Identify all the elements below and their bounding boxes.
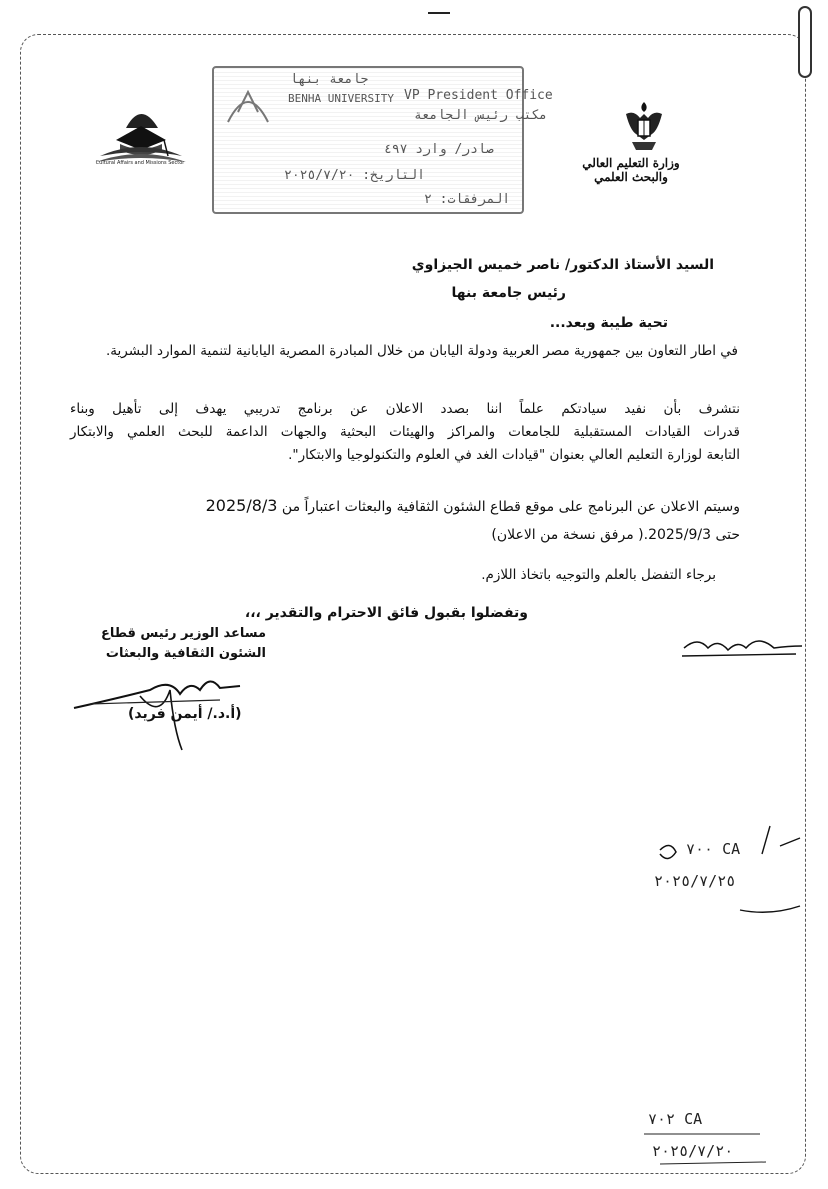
annotation-date-1: ٢٠٢٥/٧/٢٥ — [654, 872, 736, 890]
annotation-date-2: ٢٠٢٥/٧/٢٠ — [652, 1142, 734, 1160]
paragraph-2-line-1: نتشرف بأن نفيد سيادتكم علماً اننا بصدد الاعلان عن برنامج تدريبي يهدف إلى تأهيل وبناء — [70, 401, 740, 417]
date-from: 2025/8/3 — [205, 496, 278, 515]
stamp-number: صادر/ وارد ٤٩٧ — [384, 142, 494, 157]
stamp-university-ar: جامعة بنها — [290, 72, 369, 87]
cultural-affairs-logo — [86, 98, 196, 178]
p3-text: وسيتم الاعلان عن البرنامج على موقع قطاع الشئون الثقافية والبعثات اعتباراً من — [281, 499, 740, 515]
eagle-emblem-icon — [622, 100, 666, 158]
request-line: برجاء التفضل بالعلم والتوجيه باتخاذ اللازم. — [481, 567, 716, 583]
p3-until: حتى — [715, 527, 740, 543]
paragraph-1: في اطار التعاون بين جمهورية مصر العربية ودولة اليابان من خلال المبادرة المصرية اليابانية لتنمية الموارد البشرية. — [106, 343, 738, 359]
annotation-ref-2: ٧٠٢ CA — [648, 1110, 703, 1128]
paragraph-3-line-2 — [70, 524, 740, 547]
signature-title-line-1: مساعد الوزير رئيس قطاع — [100, 626, 266, 641]
p3-attachment-note: .( مرفق نسخة من الاعلان) — [491, 527, 649, 543]
recipient-line: السيد الأستاذ الدكتور/ ناصر خميس الجيزاوي — [411, 257, 714, 273]
paragraph-2-line-2: قدرات القيادات المستقبلية للجامعات والمراكز والهيئات البحثية والجهات الداعمة للبحث العلمي والابتكار — [70, 424, 740, 440]
signature-title-line-2: الشئون الثقافية والبعثات — [105, 646, 266, 661]
paragraph-3-line-1 — [70, 494, 740, 519]
paragraph-2-line-3: التابعة لوزارة التعليم العالي بعنوان "قيادات الغد في العلوم والتكنولوجيا والابتكار". — [288, 447, 740, 463]
sector-caption: Cultural Affairs and Missions Sector — [95, 160, 185, 166]
stamp-office-ar: مكتب رئيس الجامعة — [414, 108, 548, 123]
annotation-ref-1: ٧٠٠ CA — [686, 840, 741, 858]
paper-clip — [798, 6, 812, 78]
greeting: تحية طيبة وبعد... — [549, 315, 668, 331]
stamp-attachments: المرفقات: ٢ — [424, 192, 511, 207]
ministry-name: وزارة التعليم العالي والبحث العلمي — [582, 156, 680, 184]
stamp-university-en: BENHA UNIVERSITY — [288, 92, 394, 105]
margin-initials — [678, 630, 810, 662]
recipient-title: رئيس جامعة بنها — [451, 285, 566, 301]
date-to: 2025/9/3 — [648, 527, 711, 543]
signatory-name: (أ.د./ أيمن فريد) — [128, 706, 242, 722]
signature-title — [96, 624, 266, 664]
stamp-date: التاريخ: ٢٠٢٥/٧/٢٠ — [284, 168, 425, 183]
stamp-office-en: VP President Office — [404, 88, 553, 103]
top-mark — [428, 12, 450, 14]
incoming-stamp — [212, 66, 553, 214]
stamp-emblem-icon — [218, 72, 278, 132]
closing-line: وتفضلوا بقبول فائق الاحترام والتقدير ،،، — [244, 605, 528, 621]
